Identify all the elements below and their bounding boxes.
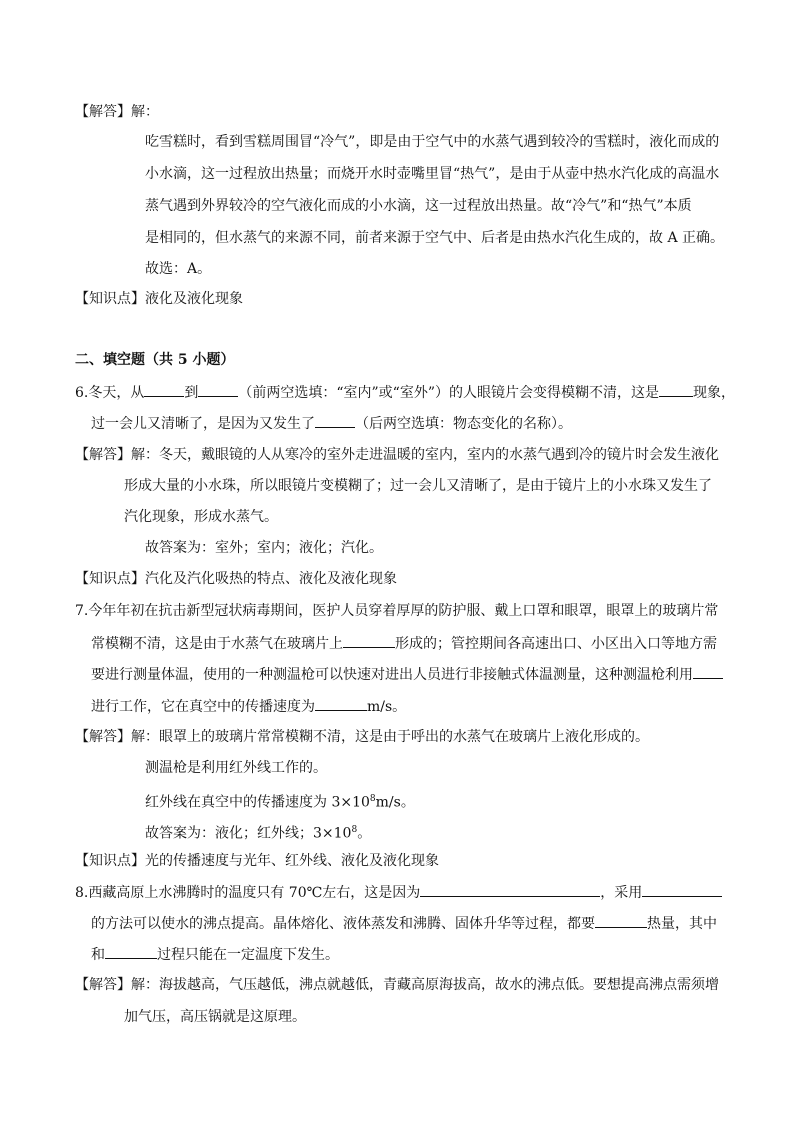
blank xyxy=(595,913,647,928)
question-8-line2 xyxy=(91,913,717,934)
knowledge-text: 汽化及汽化吸热的特点、液化及液化现象 xyxy=(145,571,397,587)
knowledge-point xyxy=(75,851,439,871)
q-text: 的方法可以使水的沸点提高。晶体熔化、液体蒸发和沸腾、固体升华等过程，都要 xyxy=(91,916,595,932)
q-text: 形成的；管控期间各高速出口、小区出入口等地方需 xyxy=(395,636,717,652)
answer-block xyxy=(75,445,719,465)
q-text: 和 xyxy=(91,947,105,963)
question-7-line1: 7.今年年初在抗击新型冠状病毒期间，医护人员穿着厚厚的防护服、戴上口罩和眼罩，眼罩上的玻璃片常 xyxy=(75,603,719,619)
knowledge-text: 液化及液化现象 xyxy=(145,291,243,307)
answer-line: 测温枪是利用红外线工作的。 xyxy=(145,760,327,776)
answer-line: 加气压，高压锅就是这原理。 xyxy=(124,1009,306,1025)
answer-line: 冬天，戴眼镜的人从寒冷的室外走进温暖的室内，室内的水蒸气遇到冷的镜片时会发生液化 xyxy=(159,447,719,463)
answer-line xyxy=(145,820,371,844)
answer-text: 红外线在真空中的传播速度为 3×10 xyxy=(145,794,370,811)
blank xyxy=(144,382,184,397)
answer-text: 。 xyxy=(357,825,372,842)
blank xyxy=(642,882,722,897)
q-text: 到 xyxy=(184,385,199,401)
answer-line: 故答案为：室外；室内；液化；汽化。 xyxy=(145,540,383,556)
knowledge-tag: 【知识点】 xyxy=(75,571,145,587)
answer-tag: 【解答】解： xyxy=(75,104,159,120)
blank xyxy=(105,944,157,959)
question-7-line4 xyxy=(91,696,406,717)
q-text: ，采用 xyxy=(600,885,643,901)
answer-tag: 【解答】解： xyxy=(75,447,159,463)
question-8-line1 xyxy=(75,882,722,903)
blank xyxy=(659,382,693,397)
answer-line: 海拔越高，气压越低，沸点就越低，青藏高原海拔高，故水的沸点低。要想提高沸点需须增 xyxy=(159,977,719,993)
answer-line: 吃雪糕时，看到雪糕周围冒“冷气”，即是由于空气中的水蒸气遇到较冷的雪糕时，液化而成的 xyxy=(145,134,720,150)
question-8-line3 xyxy=(91,944,339,965)
blank xyxy=(315,413,355,428)
answer-tag: 【解答】解： xyxy=(75,977,159,993)
q-text: m/s。 xyxy=(367,699,407,715)
exponent: 8 xyxy=(351,825,358,835)
q-text: 常模糊不清，这是由于水蒸气在玻璃片上 xyxy=(91,636,343,652)
answer-line: 是相同的，但水蒸气的来源不同，前者来源于空气中、后者是由热水汽化生成的，故 A 正确。 xyxy=(145,230,725,246)
question-7-line2 xyxy=(91,633,717,654)
answer-line: 小水滴，这一过程放出热量；而烧开水时壶嘴里冒“热气”，是由于从壶中热水汽化成的高温水 xyxy=(145,166,720,182)
answer-line: 故选：A。 xyxy=(145,261,212,277)
q-text: 8.西藏高原上水沸腾时的温度只有 70℃左右，这是因为 xyxy=(75,885,421,901)
q-text: （前两空选填：“室内”或“室外”）的人眼镜片会变得模糊不清，这是 xyxy=(238,385,659,401)
q-text: 热量，其中 xyxy=(647,916,717,932)
question-7-line3 xyxy=(91,664,723,685)
answer-block xyxy=(75,975,719,995)
blank xyxy=(198,382,238,397)
blank xyxy=(693,664,723,679)
q-text: 进行工作，它在真空中的传播速度为 xyxy=(91,699,315,715)
blank xyxy=(420,882,600,897)
answer-line: 汽化现象，形成水蒸气。 xyxy=(124,509,278,525)
blank xyxy=(315,696,367,711)
answer-line: 眼罩上的玻璃片常常模糊不清，这是由于呼出的水蒸气在玻璃片上液化形成的。 xyxy=(159,729,649,745)
q-text: 要进行测量体温，使用的一种测温枪可以快速对进出人员进行非接触式体温测量，这种测温枪利用 xyxy=(91,667,693,683)
q-text: （后两空选填：物态变化的名称）。 xyxy=(355,416,572,432)
answer-block xyxy=(75,727,649,747)
exponent: 8 xyxy=(369,794,376,804)
question-6-line1 xyxy=(75,382,735,403)
section-title: 二、填空题（共 5 小题） xyxy=(75,352,235,368)
knowledge-text: 光的传播速度与光年、红外线、液化及液化现象 xyxy=(145,853,439,869)
q-text: 过一会儿又清晰了，是因为又发生了 xyxy=(91,416,315,432)
knowledge-point xyxy=(75,289,243,309)
question-6-line2 xyxy=(91,413,572,434)
q-text: 过程只能在一定温度下发生。 xyxy=(157,947,339,963)
q-text: 6.冬天，从 xyxy=(75,385,145,401)
blank xyxy=(343,633,395,648)
answer-tag: 【解答】解： xyxy=(75,729,159,745)
knowledge-point xyxy=(75,569,397,589)
answer-line xyxy=(145,789,415,813)
knowledge-tag: 【知识点】 xyxy=(75,291,145,307)
q-text: 现象， xyxy=(693,385,735,401)
answer-line: 蒸气遇到外界较冷的空气液化而成的小水滴，这一过程放出热量。故“冷气”和“热气”本质 xyxy=(145,198,692,214)
knowledge-tag: 【知识点】 xyxy=(75,853,145,869)
answer-text: 故答案为：液化；红外线；3×10 xyxy=(145,825,352,842)
answer-text: m/s。 xyxy=(375,794,415,811)
answer-line: 形成大量的小水珠，所以眼镜片变模糊了；过一会儿又清晰了，是由于镜片上的小水珠又发生了 xyxy=(124,478,712,494)
